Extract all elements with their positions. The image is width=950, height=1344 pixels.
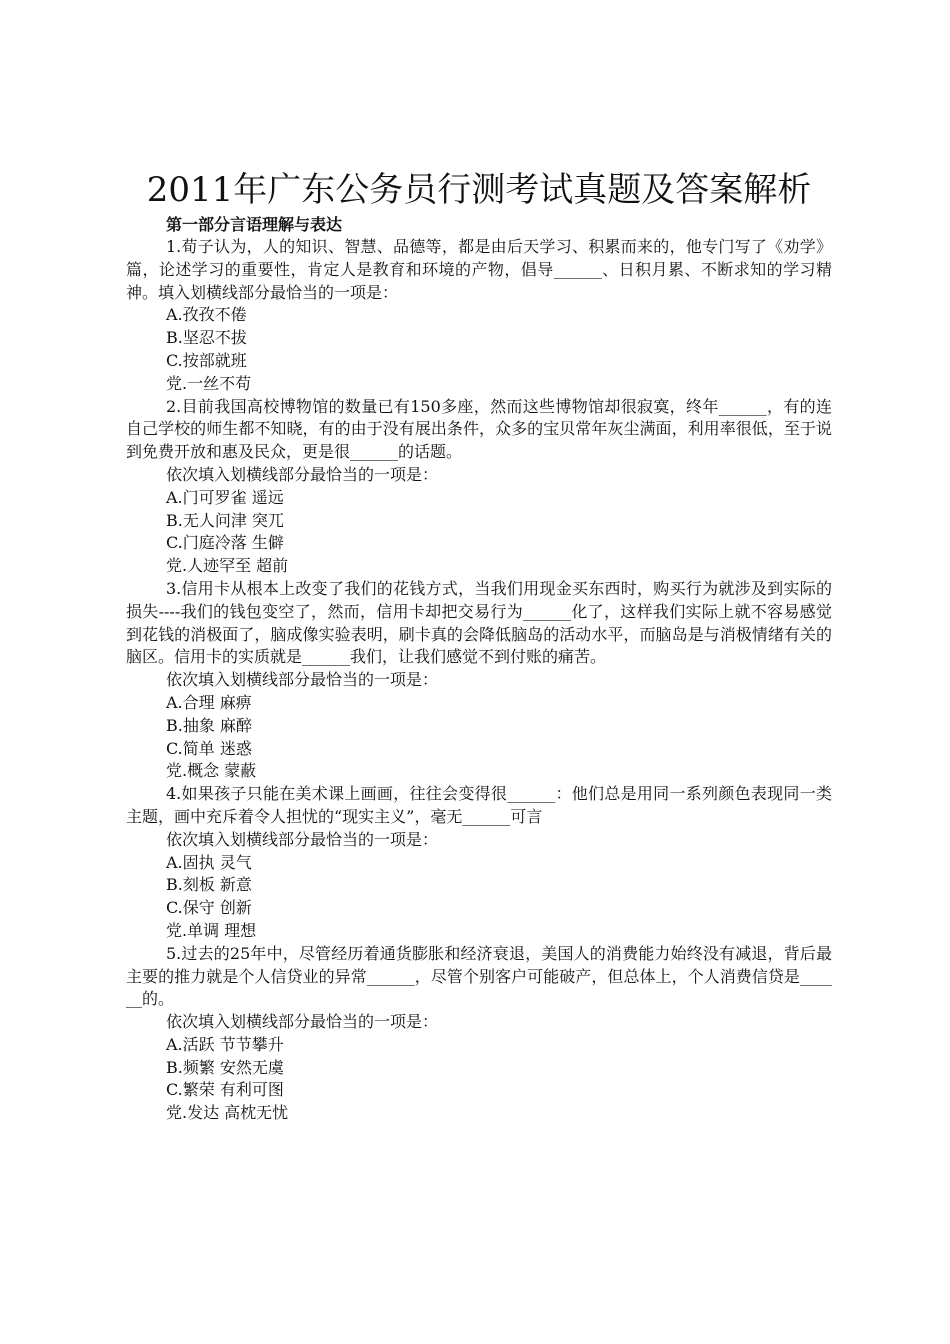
question-prompt: 依次填入划横线部分最恰当的一项是： [166,829,439,849]
option-c: C.简单 迷惑 [166,738,252,758]
option-c: C.门庭冷落 生僻 [166,533,284,553]
option-a: A.门可罗雀 遥远 [166,487,284,507]
option-c: C.保守 创新 [166,898,252,918]
question-3 [126,578,832,783]
option-d: 党.概念 蒙蔽 [166,761,257,781]
option-d: 党.一丝不苟 [166,373,252,393]
question-prompt: 依次填入划横线部分最恰当的一项是： [166,670,439,690]
option-b: B.无人问津 突兀 [166,510,284,530]
document-page [126,168,832,1125]
option-a: A.孜孜不倦 [166,305,247,325]
question-stem: 3.信用卡从根本上改变了我们的花钱方式，当我们用现金买东西时，购买行为就涉及到实际的损失----我们的钱包变空了，然而，信用卡却把交易行为______化了，这样我们实际上就不容易感觉到花钱的消极面了，脑成像实验表明，刷卡真的会降低脑岛的活动水平，而脑岛是与消极情绪有关的脑区。信用卡的实质就是______我们，让我们感觉不到付账的痛苦。 [126,578,832,667]
question-stem: 4.如果孩子只能在美术课上画画，往往会变得很______：他们总是用同一系列颜色表现同一类主题，画中充斥着令人担忧的“现实主义”，毫无______可言 [126,784,832,826]
option-b: B.频繁 安然无虞 [166,1057,284,1077]
option-d: 党.单调 理想 [166,920,257,940]
question-stem: 5.过去的25年中，尽管经历着通货膨胀和经济衰退，美国人的消费能力始终没有减退，背后最主要的推力就是个人信贷业的异常______，尽管个别客户可能破产，但总体上，个人消费信贷是______的。 [126,943,832,1009]
document-title: 2011年广东公务员行测考试真题及答案解析 [146,170,812,210]
option-b: B.坚忍不拔 [166,328,247,348]
option-a: A.固执 灵气 [166,852,252,872]
option-b: B.刻板 新意 [166,875,252,895]
option-c: C.按部就班 [166,350,247,370]
question-prompt: 依次填入划横线部分最恰当的一项是： [166,464,439,484]
option-b: B.抽象 麻醉 [166,715,252,735]
option-a: A.活跃 节节攀升 [166,1034,284,1054]
option-a: A.合理 麻痹 [166,692,252,712]
option-d: 党.人迹罕至 超前 [166,556,289,576]
option-c: C.繁荣 有利可图 [166,1080,284,1100]
question-5 [126,943,832,1125]
question-1 [126,236,832,396]
question-4 [126,783,832,943]
question-prompt: 依次填入划横线部分最恰当的一项是： [166,1012,439,1032]
question-stem: 1.荀子认为，人的知识、智慧、品德等，都是由后天学习、积累而来的，他专门写了《劝学》篇，论述学习的重要性，肯定人是教育和环境的产物，倡导______、日积月累、不断求知的学习精神。填入划横线部分最恰当的一项是： [126,237,832,302]
option-d: 党.发达 高枕无忧 [166,1103,289,1123]
section-title: 第一部分言语理解与表达 [166,215,343,234]
question-stem: 2.目前我国高校博物馆的数量已有150多座，然而这些博物馆却很寂寞，终年______，有的连自己学校的师生都不知晓，有的由于没有展出条件，众多的宝贝常年灰尘满面，利用率很低，至于说到免费开放和惠及民众，更是很______的话题。 [126,396,832,462]
question-2 [126,396,832,578]
